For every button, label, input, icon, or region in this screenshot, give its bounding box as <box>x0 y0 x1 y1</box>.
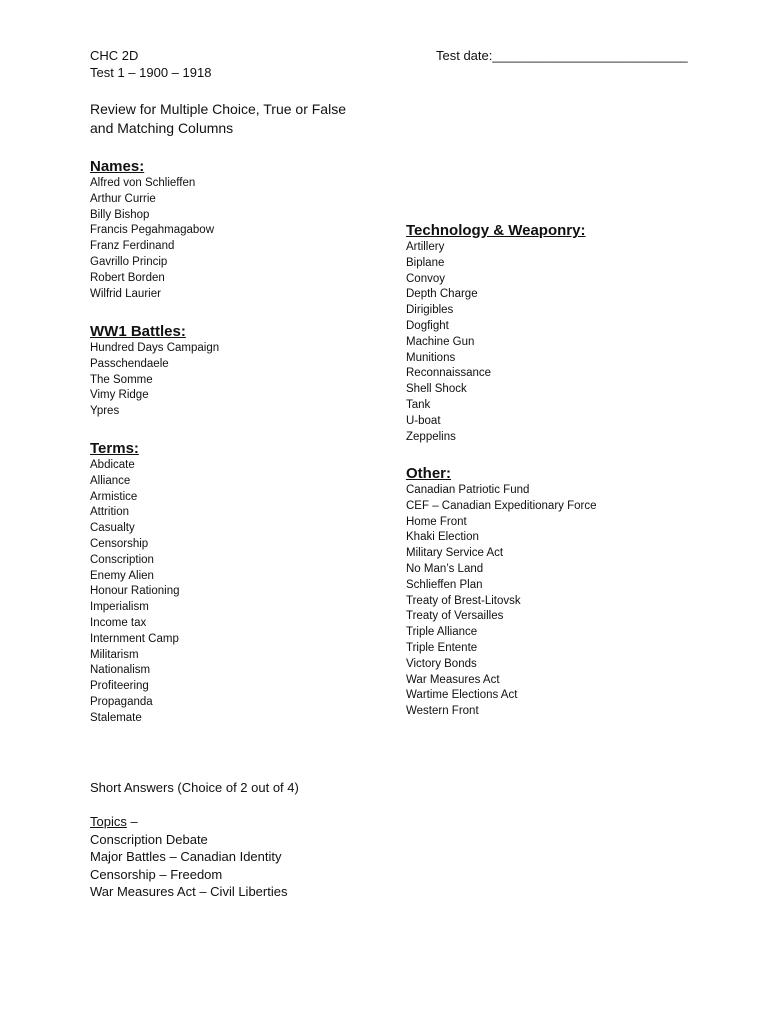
list-item: Gavrillo Princip <box>90 255 168 268</box>
review-heading <box>90 100 346 138</box>
section-technology-weaponry <box>406 222 585 445</box>
list-item: Propaganda <box>90 695 153 708</box>
section-other <box>406 465 597 720</box>
list-item: Wilfrid Laurier <box>90 287 161 300</box>
list-item: Reconnaissance <box>406 367 492 380</box>
test-title: Test 1 – 1900 – 1918 <box>90 65 212 80</box>
list-item: Conscription <box>90 553 154 566</box>
list-item: Franz Ferdinand <box>90 240 175 253</box>
list-item: CEF – Canadian Expeditionary Force <box>406 499 597 512</box>
topics-block <box>90 813 287 901</box>
list-item: Victory Bonds <box>406 657 477 670</box>
topics-suffix: – <box>126 814 138 829</box>
list-item: Munitions <box>406 351 456 364</box>
section-heading: Technology & Weaponry: <box>406 222 586 239</box>
list-item: Biplane <box>406 256 445 269</box>
list-item: Artillery <box>406 241 445 253</box>
list-item: Dirigibles <box>406 304 454 317</box>
list-item: Triple Alliance <box>406 626 478 639</box>
topics-heading <box>90 813 287 831</box>
list-item: Military Service Act <box>406 547 504 560</box>
section-heading: Terms: <box>90 440 139 457</box>
list-item: Imperialism <box>90 601 149 614</box>
list-item: Triple Entente <box>406 641 478 654</box>
section-heading: Other: <box>406 465 451 482</box>
list-item: U-boat <box>406 414 441 427</box>
list-item: Machine Gun <box>406 335 475 348</box>
list-item: Home Front <box>406 515 467 528</box>
list-item: Honour Rationing <box>90 585 180 598</box>
list-item: Militarism <box>90 648 139 661</box>
review-line: Review for Multiple Choice, True or False <box>90 101 346 117</box>
topic-item: War Measures Act – Civil Liberties <box>90 884 288 899</box>
list-item: Vimy Ridge <box>90 389 149 402</box>
list-item: Wartime Elections Act <box>406 689 518 702</box>
other-list <box>406 483 597 720</box>
course-code: CHC 2D <box>90 48 139 63</box>
list-item: Abdicate <box>90 459 135 471</box>
section-terms <box>90 440 180 727</box>
list-item: Stalemate <box>90 711 142 724</box>
list-item: Zeppelins <box>406 430 456 443</box>
list-item: Armistice <box>90 490 138 503</box>
list-item: Shell Shock <box>406 383 467 396</box>
list-item: Hundred Days Campaign <box>90 342 220 354</box>
list-item: Attrition <box>90 506 129 519</box>
battles-list <box>90 341 219 420</box>
list-item: Arthur Currie <box>90 192 156 205</box>
list-item: Treaty of Versailles <box>406 610 504 623</box>
list-item: Income tax <box>90 616 147 629</box>
section-names <box>90 158 214 302</box>
topic-item: Censorship – Freedom <box>90 866 223 882</box>
list-item: War Measures Act <box>406 673 500 686</box>
list-item: Depth Charge <box>406 288 478 301</box>
list-item: Khaki Election <box>406 531 479 544</box>
list-item: Profiteering <box>90 680 149 693</box>
list-item: Canadian Patriotic Fund <box>406 484 530 496</box>
list-item: Tank <box>406 398 431 411</box>
topic-item: Major Battles – Canadian Identity <box>90 849 282 864</box>
topic-item: Conscription Debate <box>90 831 208 847</box>
list-item: The Somme <box>90 373 153 386</box>
test-date-line: Test date:___________________________ <box>436 48 688 63</box>
list-item: Convoy <box>406 272 445 285</box>
list-item: Ypres <box>90 405 120 418</box>
list-item: Schlieffen Plan <box>406 578 483 591</box>
list-item: Internment Camp <box>90 632 179 645</box>
list-item: Dogfight <box>406 319 449 332</box>
list-item: Francis Pegahmagabow <box>90 224 215 237</box>
section-heading: Names: <box>90 158 145 175</box>
names-list <box>90 176 214 302</box>
list-item: Alfred von Schlieffen <box>90 177 196 189</box>
short-answers-title: Short Answers (Choice of 2 out of 4) <box>90 780 299 795</box>
list-item: Alliance <box>90 474 131 487</box>
section-heading: WW1 Battles: <box>90 323 186 340</box>
list-item: Robert Borden <box>90 271 165 284</box>
review-line: and Matching Columns <box>90 120 234 136</box>
list-item: Censorship <box>90 537 149 550</box>
terms-list <box>90 458 180 727</box>
list-item: Treaty of Brest-Litovsk <box>406 594 521 607</box>
list-item: Billy Bishop <box>90 208 150 221</box>
list-item: Enemy Alien <box>90 569 154 582</box>
list-item: Nationalism <box>90 664 151 677</box>
list-item: No Man’s Land <box>406 562 484 575</box>
section-ww1-battles <box>90 323 219 420</box>
list-item: Casualty <box>90 522 135 535</box>
topics-label: Topics <box>90 814 127 829</box>
list-item: Passchendaele <box>90 357 169 370</box>
list-item: Western Front <box>406 705 479 718</box>
technology-list <box>406 240 585 445</box>
